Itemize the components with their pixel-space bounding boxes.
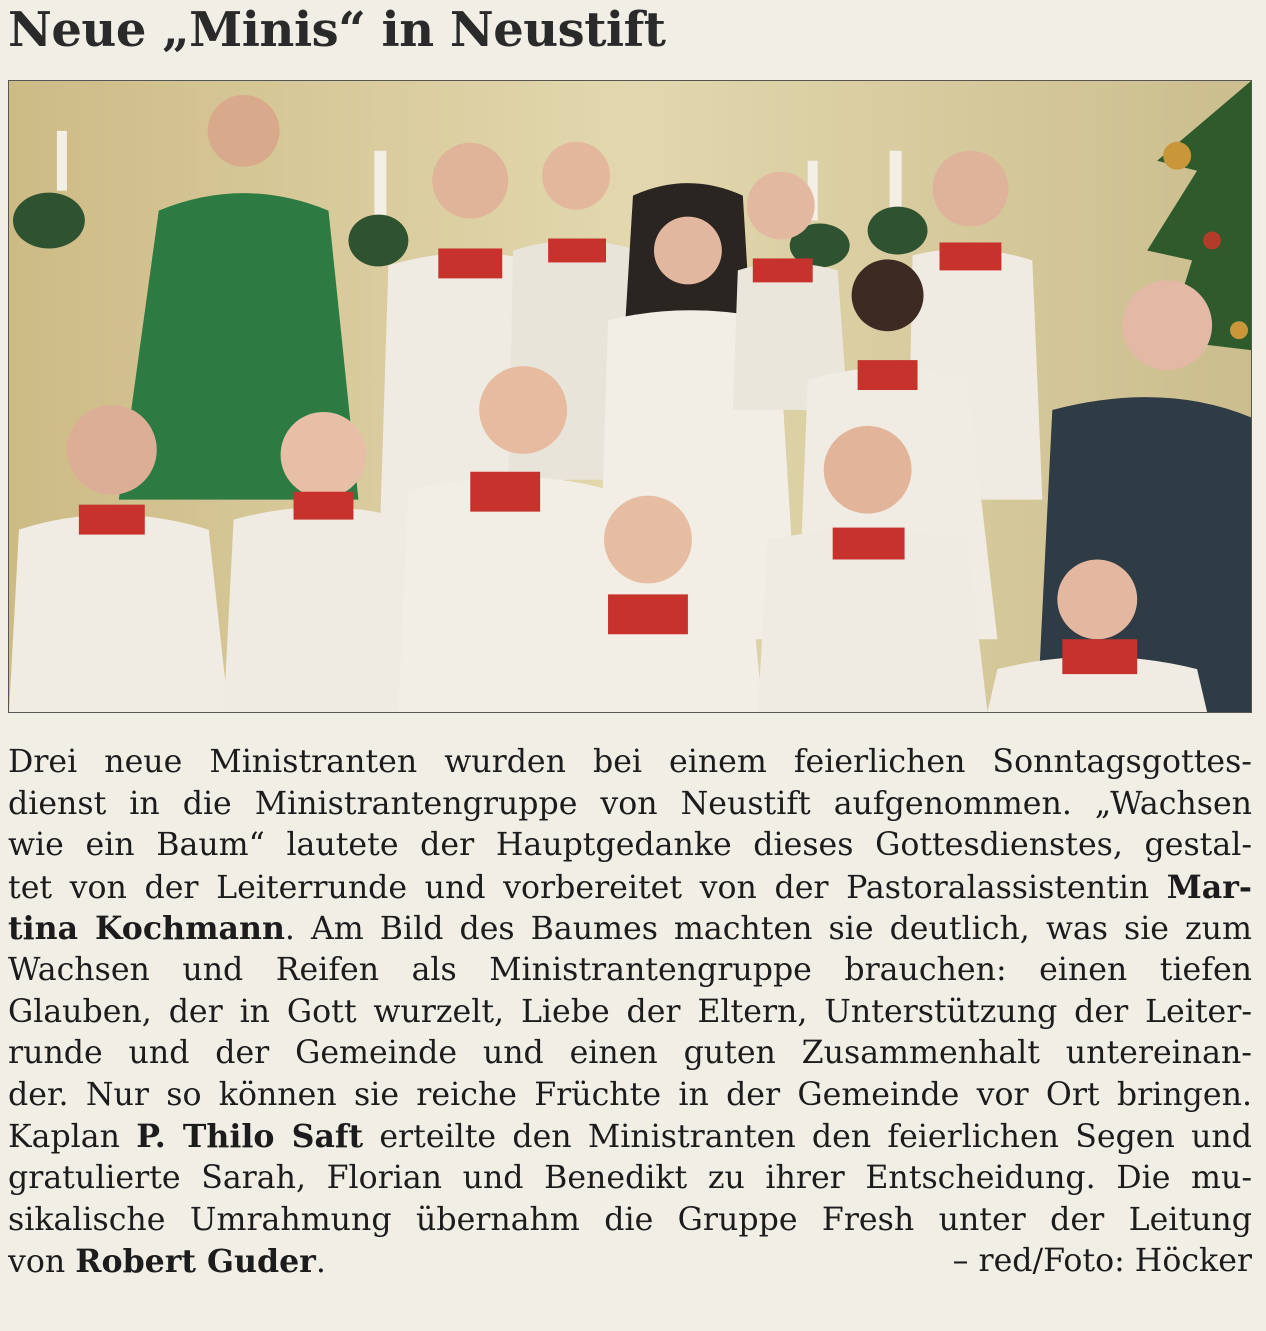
- body-text: . Am Bild des Baumes machten sie deutlich, was sie zum: [284, 911, 1252, 948]
- body-line-last: [8, 1241, 1252, 1283]
- body-line: Drei neue Ministranten wurden bei einem feierlichen Sonntagsgottes-: [8, 744, 1252, 780]
- body-line: [8, 1116, 1252, 1158]
- article-body: [8, 742, 1252, 1283]
- name-robert-guder: Robert Guder: [75, 1243, 316, 1281]
- body-text: erteilte den Ministranten den feierlichen Segen und: [363, 1119, 1252, 1156]
- body-text: Kaplan: [8, 1119, 137, 1156]
- body-line: Glauben, der in Gott wurzelt, Liebe der Eltern, Unterstützung der Leiter-: [8, 993, 1252, 1030]
- body-line: wie ein Baum“ lautete der Hauptgedanke dieses Gottesdienstes, gestal-: [8, 827, 1252, 864]
- body-text: tet von der Leiterrunde und vorbereitet von der Pastoralassistentin: [8, 869, 1167, 906]
- headline: Neue „Minis“ in Neustift: [8, 2, 666, 58]
- body-line: der. Nur so können sie reiche Früchte in der Gemeinde vor Ort bringen.: [8, 1076, 1252, 1113]
- photo-credit: – red/Foto: Höcker: [952, 1243, 1252, 1280]
- group-photo-illustration: [9, 81, 1251, 712]
- body-line: Wachsen und Reifen als Ministrantengruppe brauchen: einen tiefen: [8, 951, 1252, 988]
- body-line: sikalische Umrahmung übernahm die Gruppe Fresh unter der Leitung: [8, 1201, 1252, 1238]
- body-text-prefix: von: [8, 1244, 76, 1281]
- name-martina-kochmann: Mar-: [1166, 868, 1252, 906]
- name-thilo-saft: P. Thilo Saft: [136, 1118, 364, 1156]
- group-photo: [8, 80, 1252, 713]
- body-line: gratulierte Sarah, Florian und Benedikt zu ihrer Entscheidung. Die mu-: [8, 1159, 1252, 1196]
- body-text-suffix: .: [315, 1244, 326, 1281]
- body-text: [8, 1241, 326, 1283]
- body-line: dienst in die Ministrantengruppe von Neustift aufgenommen. „Wachsen: [8, 785, 1252, 822]
- name-martina-kochmann-cont: tina Kochmann: [8, 910, 285, 948]
- body-line: runde und der Gemeinde und einen guten Zusammenhalt untereinan-: [8, 1035, 1252, 1072]
- body-line: [8, 867, 1252, 909]
- body-line: [8, 908, 1252, 950]
